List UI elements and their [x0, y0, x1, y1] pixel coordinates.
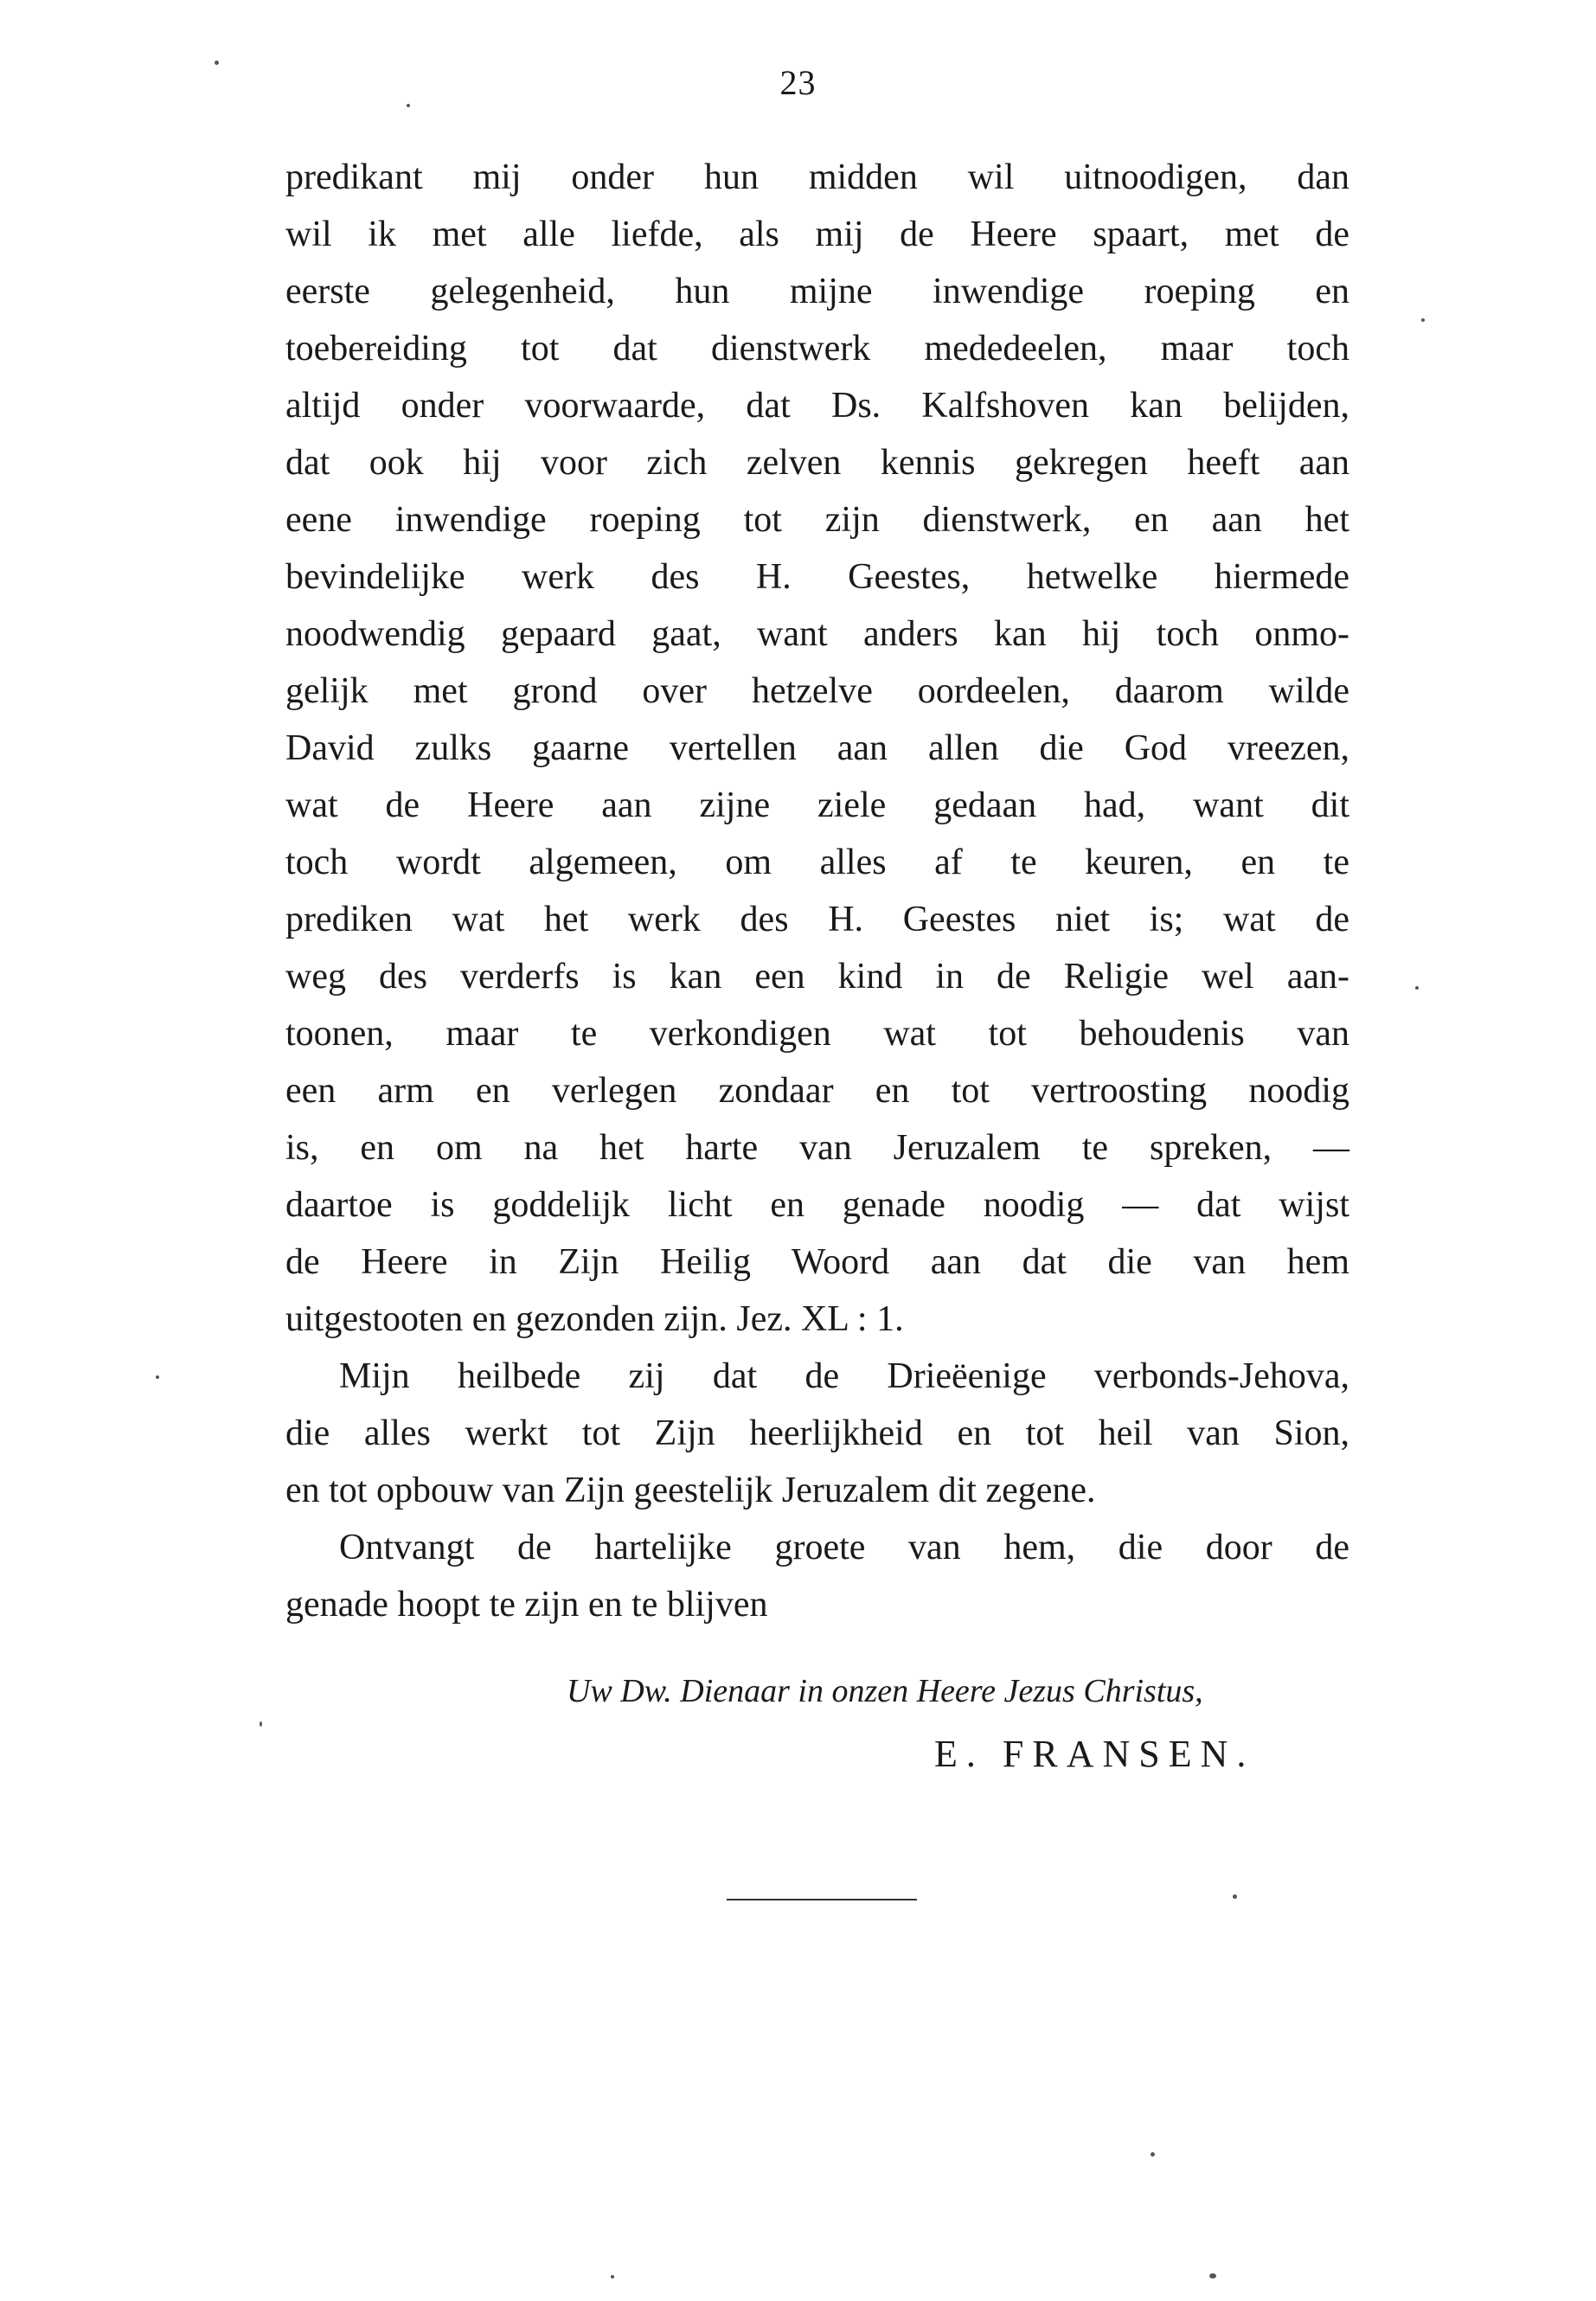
text-line: noodwendig gepaard gaat, want anders kan hij toch onmo- — [285, 614, 1349, 654]
scan-speck — [1209, 2273, 1216, 2279]
text-line: wil ik met alle liefde, als mij de Heere spaart, met de — [285, 215, 1349, 254]
text-line: altijd onder voorwaarde, dat Ds. Kalfshoven kan belijden, — [285, 386, 1349, 426]
scan-speck — [611, 2275, 614, 2279]
scan-speck — [260, 1721, 262, 1727]
text-line: toch wordt algemeen, om alles af te keuren, en te — [285, 843, 1349, 882]
text-line: gelijk met grond over hetzelve oordeelen, daarom wilde — [285, 671, 1349, 711]
scan-speck — [1151, 2152, 1155, 2157]
text-line: bevindelijke werk des H. Geestes, hetwelke hiermede — [285, 557, 1349, 597]
scan-speck — [215, 61, 219, 65]
end-rule — [727, 1899, 917, 1900]
scan-speck — [1415, 986, 1419, 990]
text-line: eerste gelegenheid, hun mijne inwendige roeping en — [285, 272, 1349, 311]
text-line: de Heere in Zijn Heilig Woord aan dat die van hem — [285, 1242, 1349, 1282]
text-line: daartoe is goddelijk licht en genade noodig — dat wijst — [285, 1185, 1349, 1225]
scan-speck — [156, 1375, 159, 1379]
text-line: uitgestooten en gezonden zijn. Jez. XL : 1. — [285, 1299, 904, 1339]
text-line: toebereiding tot dat dienstwerk mededeelen, maar toch — [285, 329, 1349, 369]
closing-salutation: Uw Dw. Dienaar in onzen Heere Jezus Christus, — [567, 1673, 1203, 1709]
text-line: die alles werkt tot Zijn heerlijkheid en tot heil van Sion, — [285, 1413, 1349, 1453]
text-line: Ontvangt de hartelijke groete van hem, die door de — [339, 1528, 1349, 1567]
signature: E. FRANSEN. — [934, 1733, 1255, 1775]
text-line: David zulks gaarne vertellen aan allen die God vreezen, — [285, 728, 1349, 768]
text-line: en tot opbouw van Zijn geestelijk Jeruzalem dit zegene. — [285, 1471, 1096, 1510]
text-line: weg des verderfs is kan een kind in de Religie wel aan- — [285, 957, 1349, 997]
letter-body — [285, 149, 1349, 1633]
scan-speck — [1421, 318, 1425, 322]
text-line: predikant mij onder hun midden wil uitnoodigen, dan — [285, 157, 1349, 197]
text-line: een arm en verlegen zondaar en tot vertroosting noodig — [285, 1071, 1349, 1111]
text-line: prediken wat het werk des H. Geestes niet is; wat de — [285, 900, 1349, 939]
text-line: dat ook hij voor zich zelven kennis gekregen heeft aan — [285, 443, 1349, 483]
text-line: eene inwendige roeping tot zijn dienstwerk, en aan het — [285, 500, 1349, 540]
scan-speck — [407, 104, 410, 107]
text-line: genade hoopt te zijn en te blijven — [285, 1585, 768, 1625]
text-line: is, en om na het harte van Jeruzalem te spreken, — — [285, 1128, 1349, 1168]
text-line: toonen, maar te verkondigen wat tot behoudenis van — [285, 1014, 1349, 1054]
page-number: 23 — [779, 63, 817, 102]
text-line: wat de Heere aan zijne ziele gedaan had, want dit — [285, 785, 1349, 825]
text-line: Mijn heilbede zij dat de Drieëenige verbonds-Jehova, — [339, 1356, 1349, 1396]
scan-speck — [1233, 1894, 1237, 1899]
